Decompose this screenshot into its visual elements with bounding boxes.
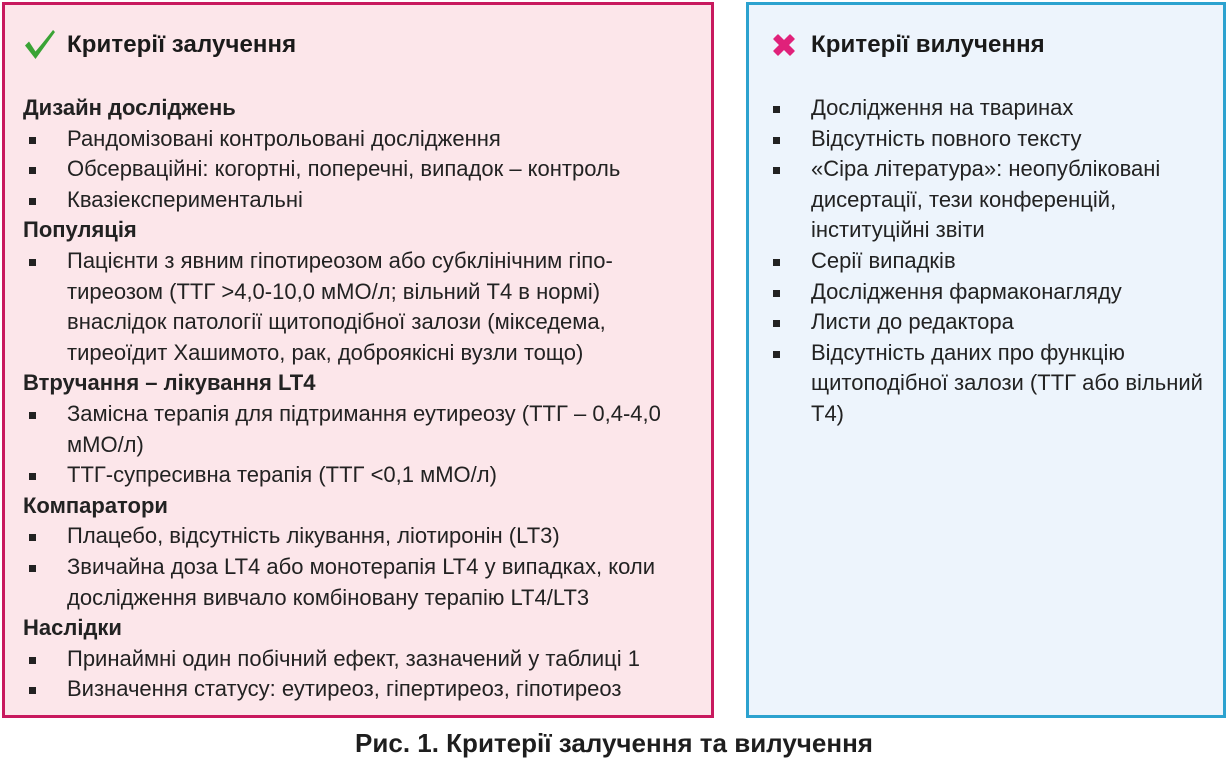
exclusion-header bbox=[767, 27, 1211, 63]
list-item: Дослідження фармаконагляду bbox=[767, 277, 1211, 308]
section-study-design bbox=[23, 93, 699, 215]
list-item: ТТГ-супресивна терапія (ТТГ <0,1 мМО/л) bbox=[23, 460, 699, 491]
section-heading: Наслідки bbox=[23, 615, 122, 641]
bullet-icon bbox=[773, 290, 780, 297]
bullet-icon bbox=[29, 198, 36, 205]
bullet-icon bbox=[29, 259, 36, 266]
cross-icon bbox=[767, 28, 801, 62]
bullet-icon bbox=[773, 106, 780, 113]
list-item: Відсутність повного тексту bbox=[767, 124, 1211, 155]
bullet-icon bbox=[29, 657, 36, 664]
list-item: Рандомізовані контрольовані дослідження bbox=[23, 124, 699, 155]
bullet-icon bbox=[773, 259, 780, 266]
list-item: Квазіекспериментальні bbox=[23, 185, 699, 216]
section-intervention bbox=[23, 368, 699, 490]
check-icon bbox=[23, 28, 57, 62]
bullet-icon bbox=[773, 137, 780, 144]
inclusion-title: Критерії залучення bbox=[67, 31, 297, 58]
list-item: Пацієнти з явним гіпотиреозом або субклінічним гіпо-тиреозом (ТТГ >4,0-10,0 мМО/л; вільний Т4 в нормі) внаслідок патології щитоподібної залози (мікседема, тиреоїдит Хашимото, рак, доброякісні вузли тощо) bbox=[23, 246, 699, 368]
list-item: Серії випадків bbox=[767, 246, 1211, 277]
exclusion-list bbox=[767, 93, 1211, 430]
bullet-icon bbox=[29, 565, 36, 572]
bullet-icon bbox=[29, 412, 36, 419]
exclusion-panel bbox=[746, 2, 1226, 718]
list-item: Звичайна доза LT4 або монотерапія LT4 у випадках, коли дослідження вивчало комбіновану терапію LT4/LT3 bbox=[23, 552, 699, 613]
inclusion-panel bbox=[2, 2, 714, 718]
list-item: Листи до редактора bbox=[767, 307, 1211, 338]
section-comparators bbox=[23, 491, 699, 613]
section-heading: Дизайн досліджень bbox=[23, 95, 236, 120]
bullet-icon bbox=[29, 167, 36, 174]
bullet-icon bbox=[773, 351, 780, 358]
list-item: Обсерваційні: когортні, поперечні, випадок – контроль bbox=[23, 154, 699, 185]
section-population bbox=[23, 215, 699, 368]
exclusion-title: Критерії вилучення bbox=[811, 31, 1045, 58]
figure-caption: Рис. 1. Критерії залучення та вилучення bbox=[355, 728, 873, 758]
inclusion-header bbox=[23, 27, 699, 63]
section-heading: Популяція bbox=[23, 217, 137, 243]
list-item: Відсутність даних про функцію щитоподібної залози (ТТГ або вільний Т4) bbox=[767, 338, 1211, 430]
list-item: Визначення статусу: еутиреоз, гіпертиреоз, гіпотиреоз bbox=[23, 674, 699, 705]
list-item: «Сіра література»: неопубліковані дисертації, тези конференцій, інституційні звіти bbox=[767, 154, 1211, 246]
list-item: Принаймні один побічний ефект, зазначений у таблиці 1 bbox=[23, 644, 699, 675]
bullet-icon bbox=[773, 320, 780, 327]
bullet-icon bbox=[773, 167, 780, 174]
section-heading: Втручання – лікування LT4 bbox=[23, 370, 316, 396]
list-item: Плацебо, відсутність лікування, ліотиронін (LT3) bbox=[23, 521, 699, 552]
bullet-icon bbox=[29, 473, 36, 480]
list-item: Дослідження на тваринах bbox=[767, 93, 1211, 124]
list-item: Замісна терапія для підтримання еутиреозу (ТТГ – 0,4-4,0 мМО/л) bbox=[23, 399, 699, 460]
section-heading: Компаратори bbox=[23, 492, 168, 518]
section-outcomes bbox=[23, 613, 699, 705]
bullet-icon bbox=[29, 687, 36, 694]
bullet-icon bbox=[29, 534, 36, 541]
bullet-icon bbox=[29, 137, 36, 144]
